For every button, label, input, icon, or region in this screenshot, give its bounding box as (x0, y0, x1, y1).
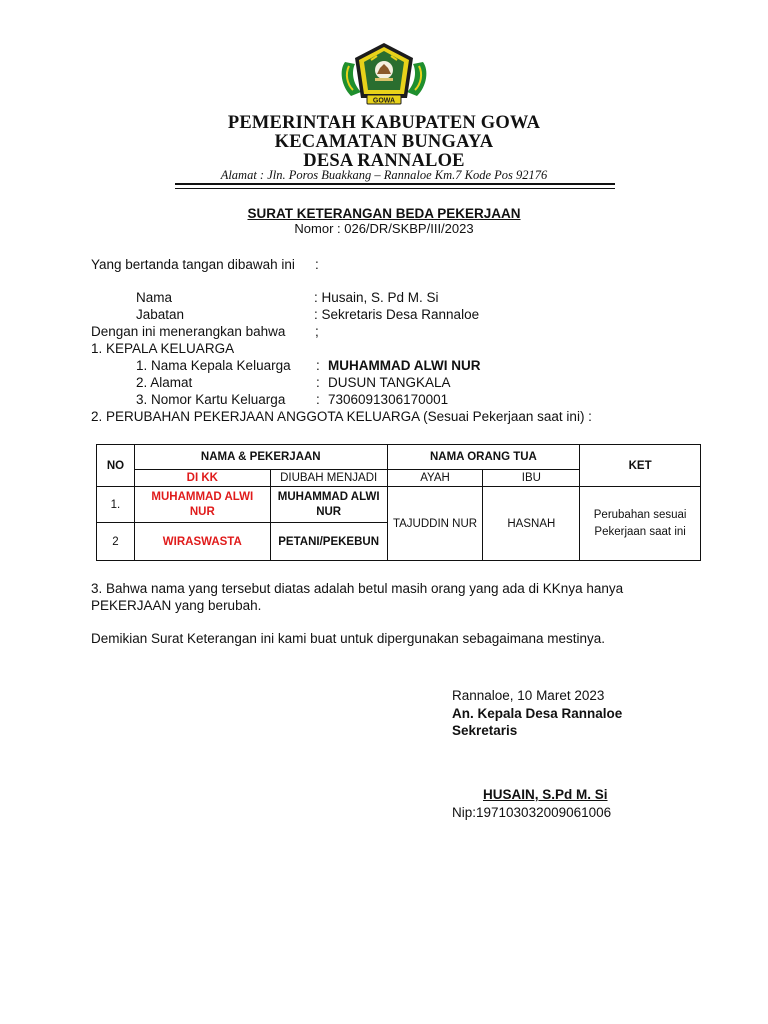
address-value: DUSUN TANGKALA (328, 375, 451, 390)
row-name-changed: MUHAMMAD ALWI NUR (270, 487, 387, 523)
address-colon: : (316, 375, 320, 390)
header-name-occupation: NAMA & PEKERJAAN (134, 445, 387, 470)
subheader-ayah: AYAH (387, 470, 483, 487)
row-number: 2 (97, 523, 135, 561)
table-row (97, 487, 701, 523)
family-head-name-label: 1. Nama Kepala Keluarga (136, 358, 291, 373)
signatory-nip: Nip:197103032009061006 (452, 805, 612, 820)
row-number: 1. (97, 487, 135, 523)
row-occupation-in-kk: WIRASWASTA (134, 523, 270, 561)
letterhead-address: Alamat : Jln. Poros Buakkang – Rannaloe Km.7 Kode Pos 92176 (220, 168, 548, 182)
signatory-role: An. Kepala Desa Rannaloe (452, 706, 623, 721)
remarks: Perubahan sesuai Pekerjaan saat ini (580, 487, 701, 561)
mother-name: HASNAH (483, 487, 580, 561)
father-name: TAJUDDIN NUR (387, 487, 483, 561)
header-no: NO (97, 445, 135, 487)
signatory-name-value: : Husain, S. Pd M. Si (314, 290, 439, 305)
document-number: Nomor : 026/DR/SKBP/III/2023 (294, 221, 474, 236)
family-head-name-value: MUHAMMAD ALWI NUR (328, 358, 481, 373)
logo-wordmark: GOWA (372, 97, 396, 105)
section1-heading: 1. KEPALA KELUARGA (91, 341, 235, 356)
document-title: SURAT KETERANGAN BEDA PEKERJAAN (247, 206, 521, 221)
address-label: 2. Alamat (136, 375, 193, 390)
section3-line1: 3. Bahwa nama yang tersebut diatas adalah betul masih orang yang ada di KKnya hanya (91, 581, 624, 596)
signatory-position-value: : Sekretaris Desa Rannaloe (314, 307, 480, 322)
section3-line2: PEKERJAAN yang berubah. (91, 598, 262, 613)
gowa-emblem-logo (337, 40, 431, 106)
closing-statement: Demikian Surat Keterangan ini kami buat untuk dipergunakan sebagaimana mestinya. (91, 631, 606, 646)
family-card-number-label: 3. Nomor Kartu Keluarga (136, 392, 286, 407)
letterhead-rule-thick (175, 183, 615, 185)
declaration-mark: ; (315, 324, 319, 339)
section2-heading: 2. PERUBAHAN PEKERJAAN ANGGOTA KELUARGA (Sesuai Pekerjaan saat ini) : (91, 409, 592, 424)
signatory-title: Sekretaris (452, 723, 518, 738)
letterhead-village: DESA RANNALOE (303, 151, 465, 171)
family-card-number-colon: : (316, 392, 320, 407)
table-header-row (97, 445, 701, 470)
intro-colon: : (315, 257, 319, 272)
declaration-label: Dengan ini menerangkan bahwa (91, 324, 286, 339)
header-parents: NAMA ORANG TUA (387, 445, 580, 470)
subheader-diubah-menjadi: DIUBAH MENJADI (270, 470, 387, 487)
header-ket: KET (580, 445, 701, 487)
place-date: Rannaloe, 10 Maret 2023 (452, 688, 605, 703)
letterhead-government: PEMERINTAH KABUPATEN GOWA (227, 113, 541, 133)
subheader-ibu: IBU (483, 470, 580, 487)
family-card-number-value: 7306091306170001 (328, 392, 449, 407)
intro-label: Yang bertanda tangan dibawah ini (91, 257, 295, 272)
family-head-name-colon: : (316, 358, 320, 373)
occupation-change-table (96, 444, 701, 561)
row-name-in-kk: MUHAMMAD ALWI NUR (134, 487, 270, 523)
letterhead-district: KECAMATAN BUNGAYA (274, 132, 494, 152)
signatory-printed-name: HUSAIN, S.Pd M. Si (483, 787, 608, 802)
subheader-di-kk: DI KK (134, 470, 270, 487)
signatory-name-label: Nama (136, 290, 173, 305)
row-occupation-changed: PETANI/PEKEBUN (270, 523, 387, 561)
signatory-position-label: Jabatan (136, 307, 185, 322)
letterhead-rule-thin (175, 188, 615, 189)
